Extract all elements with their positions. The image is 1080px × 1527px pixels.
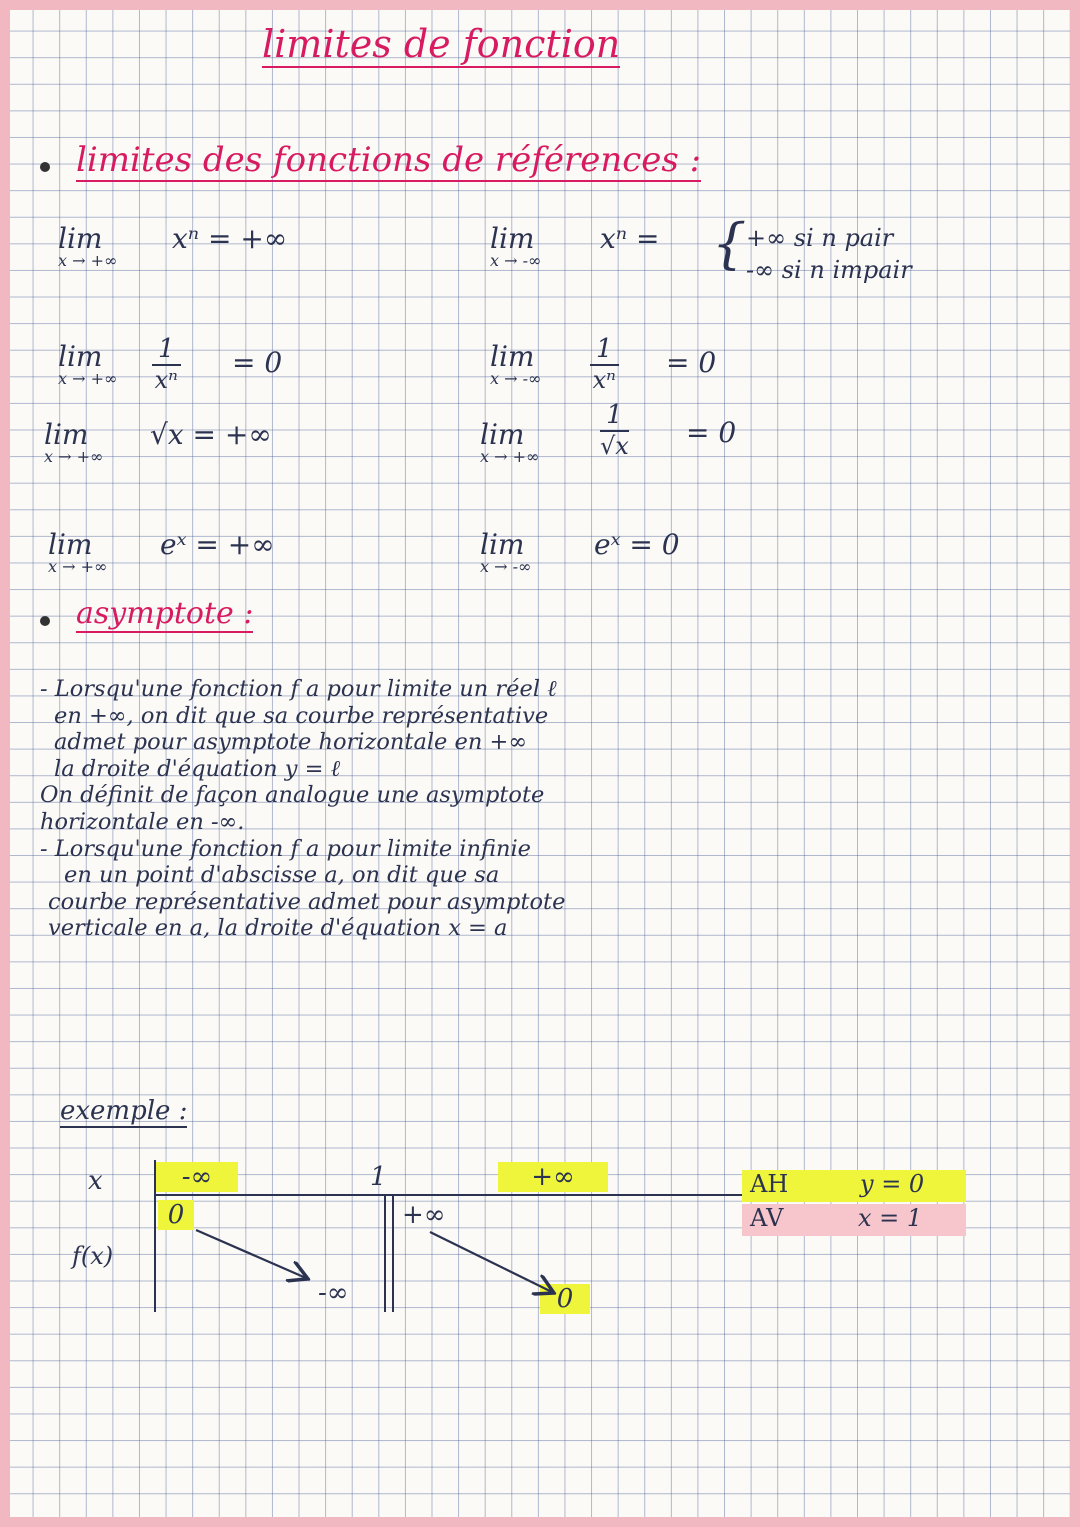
formula-rhs: = 0 bbox=[232, 346, 283, 379]
paragraph-line: admet pour asymptote horizontale en +∞ bbox=[54, 729, 528, 756]
denominator: xⁿ bbox=[154, 366, 178, 394]
lim-sub: x → +∞ bbox=[58, 369, 118, 388]
case-even: +∞ si n pair bbox=[746, 224, 894, 252]
case-odd: -∞ si n impair bbox=[746, 256, 912, 284]
x-value-plus-inf: +∞ bbox=[498, 1162, 608, 1192]
paragraph-line: On définit de façon analogue une asymptote bbox=[40, 782, 545, 809]
paragraph-line: la droite d'équation y = ℓ bbox=[54, 755, 341, 782]
paragraph-line: - Lorsqu'une fonction f a pour limite un réel ℓ bbox=[40, 676, 557, 702]
lim-sub: x → -∞ bbox=[490, 251, 542, 270]
x-value-minus-inf: -∞ bbox=[156, 1162, 238, 1192]
formula-expression: √x = +∞ bbox=[150, 418, 272, 451]
paragraph-line: courbe représentative admet pour asymptote bbox=[48, 888, 566, 915]
lim-sub: x → +∞ bbox=[48, 557, 108, 576]
fx-label: f(x) bbox=[72, 1242, 114, 1270]
references-heading: limites des fonctions de références : bbox=[76, 140, 702, 180]
paragraph-line: - Lorsqu'une fonction f a pour limite infinie bbox=[40, 835, 531, 862]
example-label: exemple : bbox=[60, 1096, 188, 1126]
paragraph-line: en +∞, on dit que sa courbe représentative bbox=[54, 702, 549, 729]
denominator: xⁿ bbox=[592, 366, 616, 394]
page-title: limites de fonction bbox=[262, 22, 621, 66]
formula-expression: xⁿ = +∞ bbox=[172, 222, 288, 255]
arrow-decreasing-left bbox=[196, 1230, 306, 1278]
lim-word: lim bbox=[480, 418, 525, 451]
brace-icon: { bbox=[712, 212, 747, 275]
denominator: √x bbox=[600, 432, 629, 460]
arrow-decreasing-right bbox=[430, 1232, 552, 1292]
formula-rhs: = 0 bbox=[666, 346, 717, 379]
f-value-minus-inf: -∞ bbox=[318, 1278, 349, 1308]
formula-expression: eˣ = 0 bbox=[594, 528, 680, 561]
f-value-plus-inf: +∞ bbox=[402, 1200, 446, 1230]
numerator: 1 bbox=[152, 334, 181, 366]
ah-equation: y = 0 bbox=[860, 1170, 925, 1198]
lim-word: lim bbox=[490, 340, 535, 373]
asymptote-heading: asymptote : bbox=[76, 596, 254, 631]
lim-word: lim bbox=[490, 222, 535, 255]
numerator: 1 bbox=[600, 400, 629, 432]
formula-expression: eˣ = +∞ bbox=[160, 528, 275, 561]
f-value-zero-right: 0 bbox=[540, 1284, 590, 1314]
av-label: AV bbox=[750, 1204, 784, 1232]
numerator: 1 bbox=[590, 334, 619, 366]
lim-word: lim bbox=[480, 528, 525, 561]
av-equation: x = 1 bbox=[858, 1204, 923, 1232]
lim-word: lim bbox=[48, 528, 93, 561]
lim-sub: x → -∞ bbox=[480, 557, 532, 576]
lim-word: lim bbox=[44, 418, 89, 451]
paragraph-line: horizontale en -∞. bbox=[40, 808, 245, 835]
formula-rhs: = 0 bbox=[686, 416, 737, 449]
lim-sub: x → +∞ bbox=[44, 447, 104, 466]
formula-expression: xⁿ = bbox=[600, 222, 660, 255]
paragraph-line: verticale en a, la droite d'équation x = a bbox=[48, 915, 508, 942]
lim-word: lim bbox=[58, 222, 103, 255]
x-label: x bbox=[88, 1166, 103, 1196]
x-value-one: 1 bbox=[370, 1162, 387, 1192]
f-value-zero-left: 0 bbox=[158, 1200, 194, 1230]
lim-sub: x → +∞ bbox=[58, 251, 118, 270]
ah-label: AH bbox=[750, 1170, 789, 1198]
paragraph-line: en un point d'abscisse a, on dit que sa bbox=[64, 862, 500, 889]
lim-sub: x → +∞ bbox=[480, 447, 540, 466]
lim-sub: x → -∞ bbox=[490, 369, 542, 388]
lim-word: lim bbox=[58, 340, 103, 373]
